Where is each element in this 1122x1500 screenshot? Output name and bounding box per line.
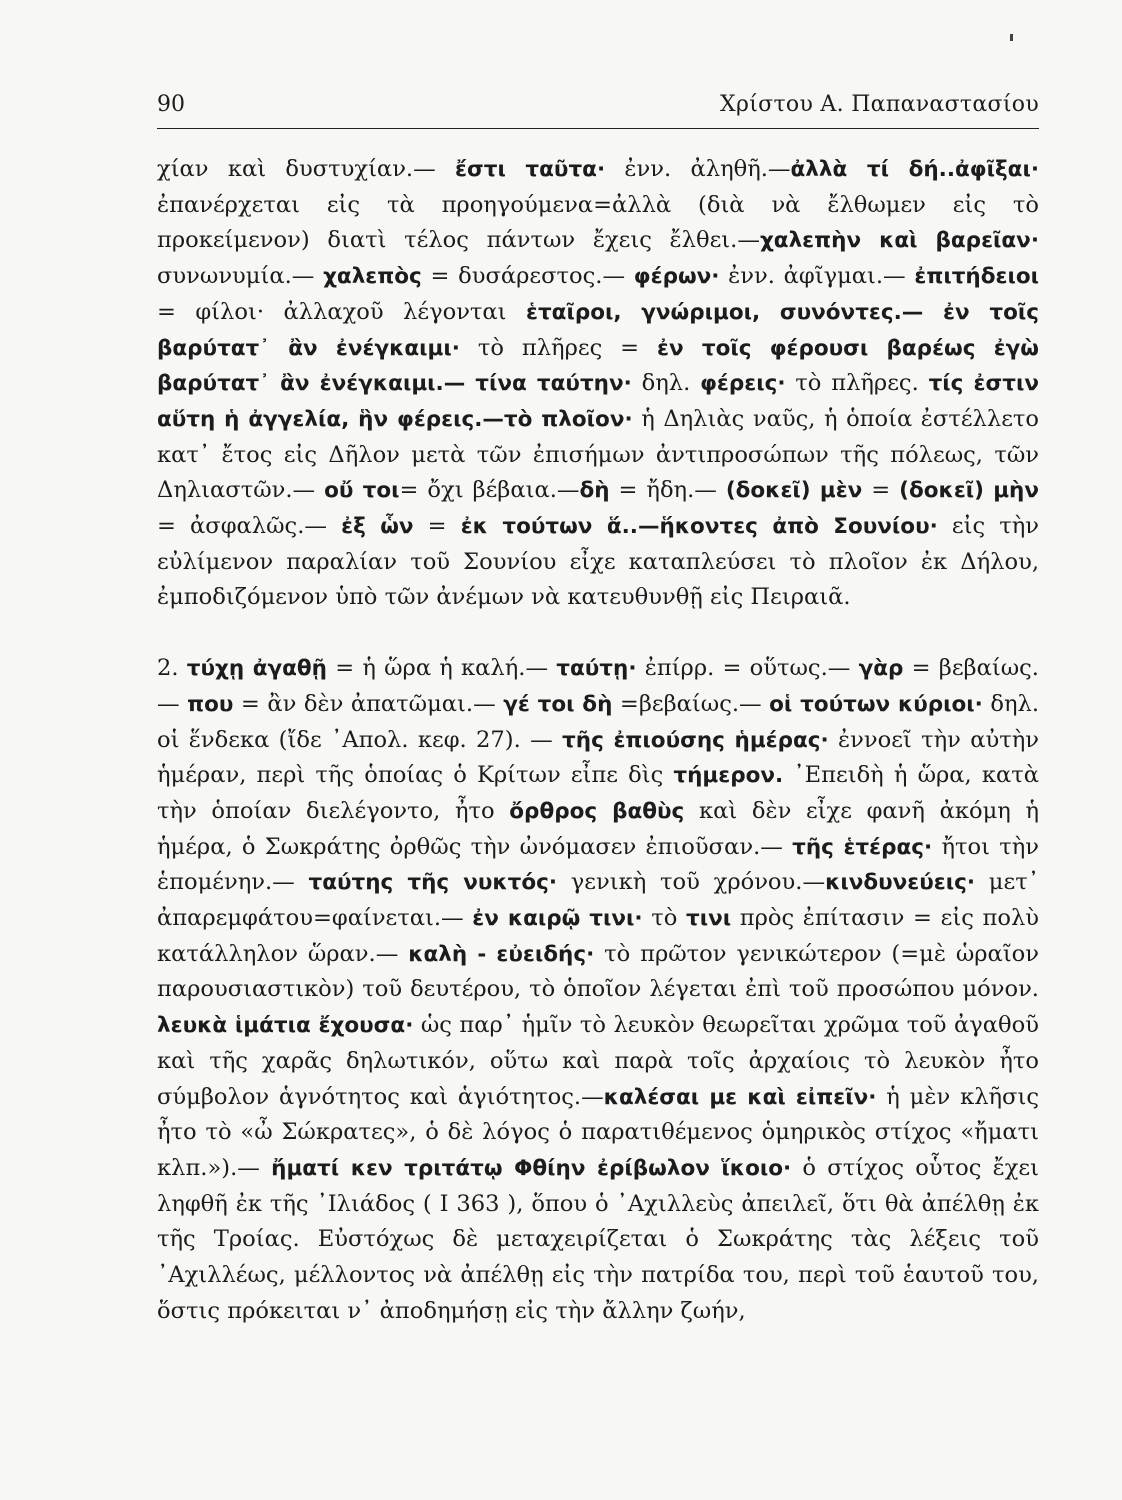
lemma-term: ἐν τοῖς φέρουσι βαρέως ἐγὼ βαρύτατ᾽ ἂν ἐνέγκαιμι.— τίνα ταύτην· [157,335,1039,397]
lemma-term: καλέσαι με καὶ εἰπεῖν· [603,1084,877,1110]
lemma-term: ταύτῃ· [556,656,637,682]
gloss-text: = ἤδη.— [609,477,726,504]
lemma-term: ἐπιτήδειοι [914,264,1040,290]
lemma-term: ἤματί κεν τριτάτῳ Φθίην ἐρίβωλον ἵκοιο· [271,1155,792,1181]
lemma-term: ἔστι ταῦτα· [455,157,606,182]
gloss-text: γενικὴ τοῦ χρόνου.— [557,869,826,896]
gloss-text: χίαν καὶ δυστυχίαν.— [157,156,456,182]
lemma-term: καλὴ - εὐειδής· [408,941,595,967]
lemma-term: κινδυνεύεις· [825,870,976,896]
gloss-text: ἐπίρρ. = οὕτως.— [636,655,859,682]
gloss-text: = [413,513,461,540]
gloss-text: τὸ πρῶτον γενικώτερον (=μὲ ὡραῖον παρουσιαστικὸν) τοῦ δευτέρου, τὸ ὁποῖον λέγεται ἐπὶ τοῦ προσώπου μόνον. [157,940,1040,1003]
lemma-term: τίς ἐστιν αὕτη ἡ ἀγγελία, ἣν φέρεις.—τὸ πλοῖον· [157,371,1039,432]
gloss-text: = ἀσφαλῶς.— [157,513,342,540]
lemma-term: τῆς ἑτέρας· [792,834,933,860]
lemma-term: χαλεπὴν καὶ βαρεῖαν· [759,228,1039,254]
lemma-term: ἐν καιρῷ τινι· [472,906,643,932]
lemma-term: φέρων· [633,264,720,290]
paragraph-2 [157,651,1039,1329]
gloss-text: ἐννοεῖ τὴν αὐτὴν ἡμέραν, περὶ τῆς ὁποίας ὁ Κρίτων εἶπε δὶς [157,726,1039,789]
paragraph-1 [157,152,1039,616]
gloss-text: 2. [157,655,187,682]
gloss-text: τὸ πλῆρες = [459,334,658,361]
gloss-text: = βεβαίως.— [157,655,1039,717]
lemma-term: οὔ τοι [324,478,400,504]
lemma-term: λευκὰ ἱμάτια ἔχουσα· [157,1013,414,1039]
gloss-text: τὸ [642,905,686,932]
commentary-text [157,152,1039,1330]
lemma-term: (δοκεῖ) μὴν [899,478,1040,504]
gloss-text: τὸ πλῆρες. [785,370,929,397]
gloss-text: πρὸς ἐπίτασιν = εἰς πολὺ κατάλληλον ὥραν.— [157,905,1039,967]
gloss-text: = [862,477,900,504]
lemma-term: ὄρθρος βαθὺς [509,798,685,824]
gloss-text: ὡς παρ᾽ ἡμῖν τὸ λευκὸν θεωρεῖται χρῶμα τοῦ ἀγαθοῦ καὶ τῆς χαρᾶς δηλωτικόν, οὕτω καὶ παρὰ τοῖς ἀρχαίοις τὸ λευκὸν ἦτο σύμβολον ἁγνότητος καὶ ἁγιότητος.— [157,1012,1039,1110]
gloss-text: δηλ. οἱ ἕνδεκα (ἴδε ᾽Απολ. κεφ. 27). — [157,690,1040,753]
lemma-term: τύχῃ ἀγαθῇ [186,656,327,682]
gloss-text: ὁ στίχος οὗτος ἔχει ληφθῆ ἐκ τῆς ᾽Ιλιάδος ( Ι 363 ), ὅπου ὁ ᾽Αχιλλεὺς ἀπειλεῖ, ὅτι θὰ ἀπέλθῃ ἐκ τῆς Τροίας. Εὐστόχως δὲ μεταχειρίζεται ὁ Σωκράτης τὰς λέξεις τοῦ ᾽Αχιλλέως, μέλλοντος νὰ ἀπέλθῃ εἰς τὴν πατρίδα του, περὶ τοῦ ἑαυτοῦ του, ὅστις πρόκειται ν᾽ ἀποδημήσῃ εἰς τὴν ἄλλην ζωήν, [157,1154,1039,1324]
lemma-term: τῆς ἐπιούσης ἡμέρας· [562,727,829,753]
page-header [157,88,1039,129]
lemma-term: γὰρ [858,656,904,682]
lemma-term: φέρεις· [700,371,786,397]
lemma-term: ἐκ τούτων ἅ..—ἥκοντες ἀπὸ Σουνίου· [460,514,938,540]
lemma-term: ἑταῖροι, γνώριμοι, συνόντες.— ἐν τοῖς βαρύτατ᾽ ἂν ἐνέγκαιμι· [157,299,1040,361]
gloss-text: = ὄχι βέβαια.— [399,477,580,504]
gloss-text: συνωνυμία.— [157,263,324,290]
gloss-text: εἰς τὴν εὐλίμενον παραλίαν τοῦ Σουνίου εἶχε καταπλεύσει τὸ πλοῖον ἐκ Δήλου, ἐμποδιζόμενον ὑπὸ τῶν ἀνέμων νὰ κατευθυνθῇ εἰς Πειραιᾶ. [157,513,1039,611]
lemma-term: που [187,691,234,717]
lemma-term: ἀλλὰ τί δή..ἀφῖξαι· [790,157,1039,182]
lemma-term: χαλεπὸς [323,264,422,290]
gloss-text: μετ᾽ ἀπαρεμφάτου=φαίνεται.— [157,869,1039,932]
lemma-term: ἐξ ὧν [341,514,414,540]
gloss-text: ἡ Δηλιὰς ναῦς, ἡ ὁποία ἐστέλλετο κατ᾽ ἔτος εἰς Δῆλον μετὰ τῶν ἐπισήμων ἀντιπροσώπων τῆς πόλεως, τῶν Δηλιαστῶν.— [157,405,1040,504]
lemma-term: οἱ τούτων κύριοι· [769,691,983,717]
gloss-text: ᾽Επειδὴ ἡ ὥρα, κατὰ τὴν ὁποίαν διελέγοντο, ἦτο [157,762,1040,824]
gloss-text: ἐνν. ἀφῖγμαι.— [719,263,915,290]
gloss-text: = δυσάρεστος.— [421,263,634,290]
gloss-text: = φίλοι· ἀλλαχοῦ λέγονται [157,298,526,325]
gloss-text: ἐπανέρχεται εἰς τὰ προηγούμενα=ἀλλὰ (διὰ νὰ ἔλθωμεν εἰς τὸ προκείμενον) διατὶ τέλος πάντων ἔχεις ἔλθει.— [157,191,1039,254]
lemma-term: τήμερον. [673,763,784,789]
gloss-text: = ἡ ὥρα ἡ καλή.— [326,655,557,682]
lemma-term: ταύτης τῆς νυκτός· [308,870,558,896]
gloss-text: καὶ δὲν εἶχε φανῆ ἀκόμη ἡ ἡμέρα, ὁ Σωκράτης ὀρθῶς τὴν ὠνόμασεν ἐπιοῦσαν.— [157,797,1039,860]
lemma-term: γέ τοι δὴ [503,691,613,717]
gloss-text: ἡ μὲν κλῆσις ἦτο τὸ «ὦ Σώκρατες», ὁ δὲ λόγος ὁ παρατιθέμενος ὁμηρικὸς στίχος «ἤματι κλπ.»).— [157,1083,1039,1181]
lemma-term: (δοκεῖ) μὲν [725,478,863,504]
running-title: Χρίστου Α. Παπαναστασίου [720,92,1039,117]
gloss-text: ἤτοι τὴν ἑπομένην.— [157,833,1039,896]
page-number: 90 [157,92,185,117]
print-speck [1010,34,1013,41]
gloss-text: δηλ. [631,370,701,397]
lemma-term: τινι [686,906,732,932]
gloss-text: ἐνν. ἀληθῆ.— [605,156,791,182]
gloss-text: = ἂν δὲν ἀπατῶμαι.— [233,690,504,717]
gloss-text: =βεβαίως.— [612,690,770,717]
lemma-term: δὴ [579,478,610,504]
